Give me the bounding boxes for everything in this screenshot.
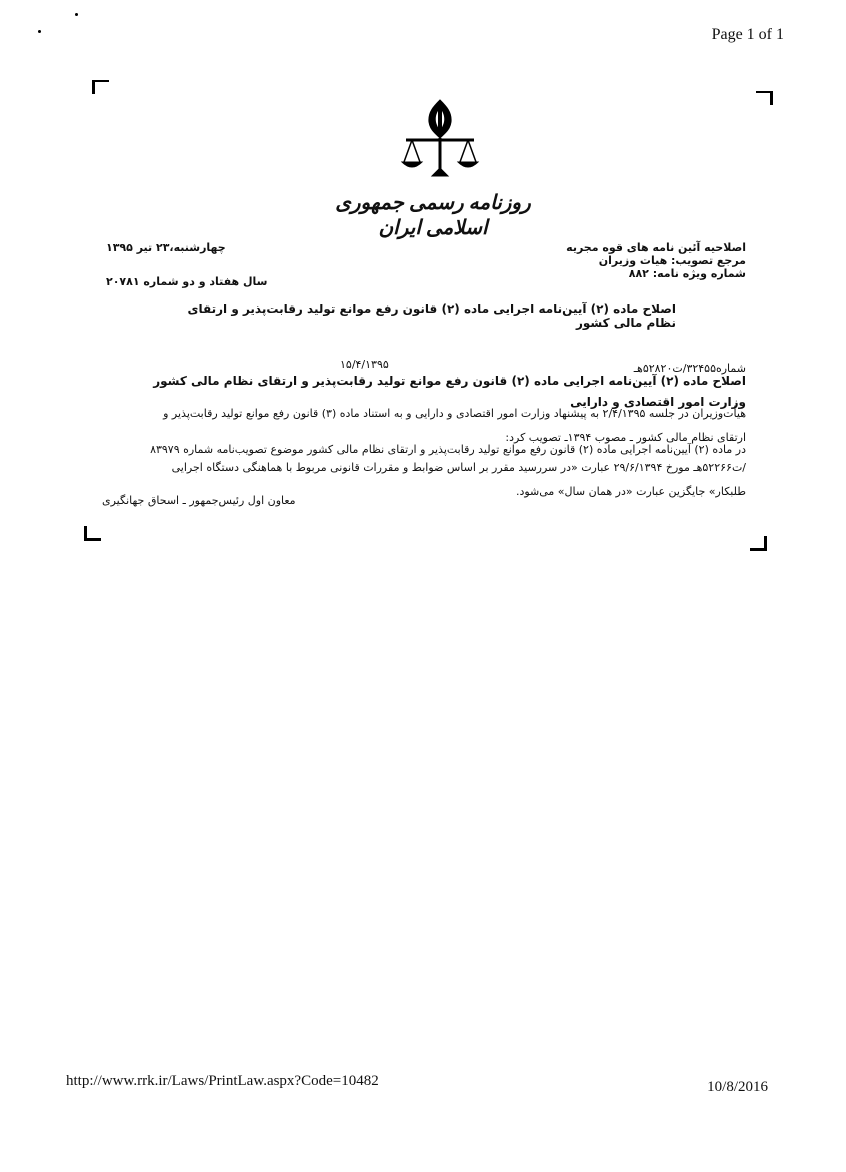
body-line: هیأت‌وزیران در جلسه ۲/۴/۱۳۹۵ به پیشنهاد وزارت امور اقتصادی و دارایی و به استناد ماده (۳) قانون رفع موانع تولید رقابت‌پذیر و bbox=[163, 407, 746, 420]
scan-speck bbox=[38, 30, 41, 33]
crop-mark-bottom-left bbox=[84, 526, 101, 541]
body-line: /ت۵۲۲۶۶هـ مورخ ۲۹/۶/۱۳۹۴ عبارت «در سررسید مقرر بر اساس ضوابط و مقررات قانونی مربوط با هماهنگی دستگاه اجرایی bbox=[171, 461, 746, 474]
issue-metadata bbox=[426, 241, 746, 280]
issue-date: چهارشنبه،۲۳ تیر ۱۳۹۵ bbox=[106, 241, 226, 254]
signature-line: معاون اول رئیس‌جمهور ـ اسحاق جهانگیری bbox=[102, 494, 296, 507]
decree-date: ۱۵/۴/۱۳۹۵ bbox=[340, 358, 389, 371]
source-url: http://www.rrk.ir/Laws/PrintLaw.aspx?Code=10482 bbox=[66, 1073, 379, 1089]
newspaper-masthead: روزنامه رسمی جمهوری اسلامی ایران bbox=[335, 192, 531, 239]
crop-mark-top-right bbox=[756, 91, 773, 105]
ministry-name: وزارت امور اقتصادی و دارایی bbox=[570, 395, 746, 409]
issue-year-number: سال هفتاد و دو شماره ۲۰۷۸۱ bbox=[106, 275, 268, 288]
body-line: طلبکار» جایگزین عبارت «در همان سال» می‌شود. bbox=[515, 485, 746, 498]
document-heading: اصلاح ماده (۲) آیین‌نامه اجرایی ماده (۲) قانون رفع موانع تولید رقابت‌پذیر و ارتقای نظام مالی کشور bbox=[187, 302, 676, 330]
crop-mark-top-left bbox=[92, 80, 109, 94]
meta-line: مرجع تصویب: هیات وزیران bbox=[598, 254, 746, 267]
decree-title: اصلاح ماده (۲) آیین‌نامه اجرایی ماده (۲) قانون رفع موانع تولید رقابت‌پذیر و ارتقای نظام مالی کشور bbox=[153, 374, 746, 388]
body-line: در ماده (۲) آیین‌نامه اجرایی ماده (۲) قانون رفع موانع تولید رقابت‌پذیر و ارتقای نظام مالی کشور موضوع تصویب‌نامه شماره ۸۳۹۷۹ bbox=[150, 443, 746, 456]
crop-mark-bottom-right bbox=[750, 536, 767, 551]
print-date: 10/8/2016 bbox=[707, 1079, 768, 1095]
meta-line: شماره ویژه نامه: ۸۸۲ bbox=[628, 267, 746, 280]
decree-number: شماره۳۲۴۵۵/ت۵۲۸۲۰هـ bbox=[633, 362, 746, 375]
body-line: ارتقای نظام مالی کشور ـ مصوب ۱۳۹۴ـ تصویب کرد: bbox=[505, 431, 746, 444]
scan-speck bbox=[75, 13, 78, 16]
meta-line: اصلاحیه آئین نامه های قوه مجریه bbox=[566, 241, 746, 254]
page-counter: Page 1 of 1 bbox=[711, 26, 784, 43]
iran-emblem-scales-icon bbox=[398, 96, 482, 188]
